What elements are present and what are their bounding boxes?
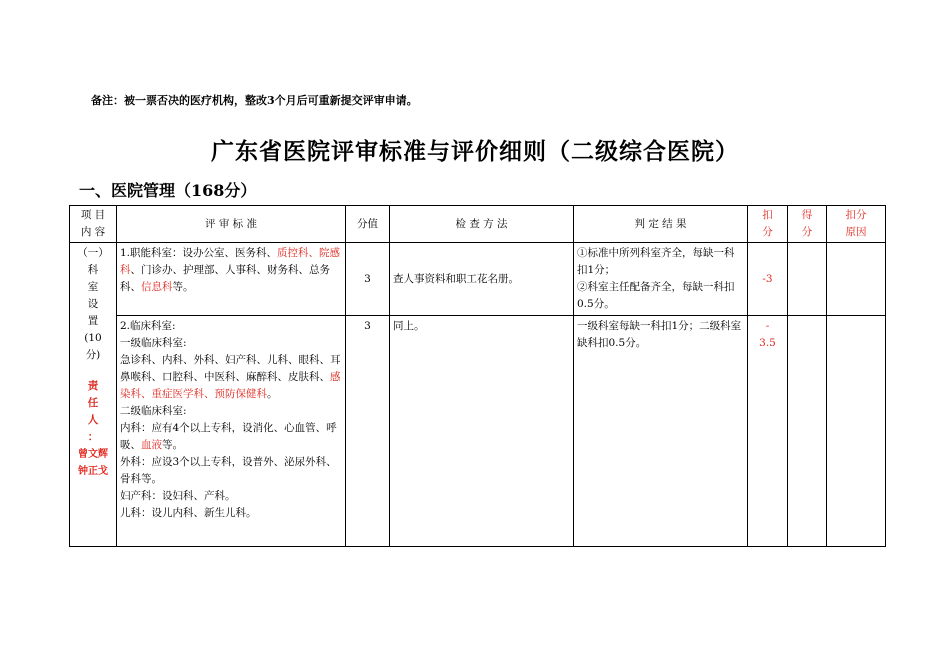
row1-standard: 1.职能科室：设办公室、医务科、质控科、院感科、门诊办、护理部、人事科、财务科、总务科、信息科等。 (117, 243, 346, 316)
category-cell: （一） 科 室 设 置 (10 分) 责 任 人 ： 曾文辉 钟正戈 (70, 243, 117, 547)
table-row (70, 243, 886, 316)
header-score: 分值 (346, 206, 390, 243)
row1-method: 查人事资料和职工花名册。 (390, 243, 574, 316)
header-item: 项 目 内 容 (70, 206, 117, 243)
header-deduct: 扣 分 (748, 206, 788, 243)
page-title: 广东省医院评审标准与评价细则（二级综合医院） (211, 138, 739, 165)
row2-standard: 2.临床科室: 一级临床科室: 急诊科、内科、外科、妇产科、儿科、眼科、耳鼻喉科、口腔科、中医科、麻醉科、皮肤科、感染科、重症医学科、预防保健科。 二级临床科室: 内科：应有4个以上专科，设消化、心血管、呼吸、血液等。 外科：应设3个以上专科，设普外、泌尿外科、骨科等。 妇产科：设妇科、产科。 儿科：设儿内科、新生儿科。 (117, 316, 346, 547)
row1-result: ①标准中所列科室齐全，每缺一科扣1分； ②科室主任配备齐全，每缺一科扣0.5分。 (574, 243, 748, 316)
header-result: 判 定 结 果 (574, 206, 748, 243)
row1-gain (788, 243, 827, 316)
row2-gain (788, 316, 827, 547)
table-header-row (70, 206, 886, 243)
row1-deduct: -3 (748, 243, 788, 316)
row1-reason (827, 243, 886, 316)
header-reason: 扣分 原因 (827, 206, 886, 243)
section-heading: 一、医院管理（168分） (79, 181, 257, 200)
row2-method: 同上。 (390, 316, 574, 547)
evaluation-table (69, 205, 886, 547)
header-method: 检 查 方 法 (390, 206, 574, 243)
table-row (70, 316, 886, 547)
header-gain: 得 分 (788, 206, 827, 243)
row2-deduct: - 3.5 (748, 316, 788, 547)
row1-score: 3 (346, 243, 390, 316)
row2-result: 一级科室每缺一科扣1分；二级科室缺科扣0.5分。 (574, 316, 748, 547)
note-text: 备注：被一票否决的医疗机构，整改3个月后可重新提交评审申请。 (91, 94, 418, 107)
row2-reason (827, 316, 886, 547)
row2-score: 3 (346, 316, 390, 547)
header-standard: 评 审 标 准 (117, 206, 346, 243)
